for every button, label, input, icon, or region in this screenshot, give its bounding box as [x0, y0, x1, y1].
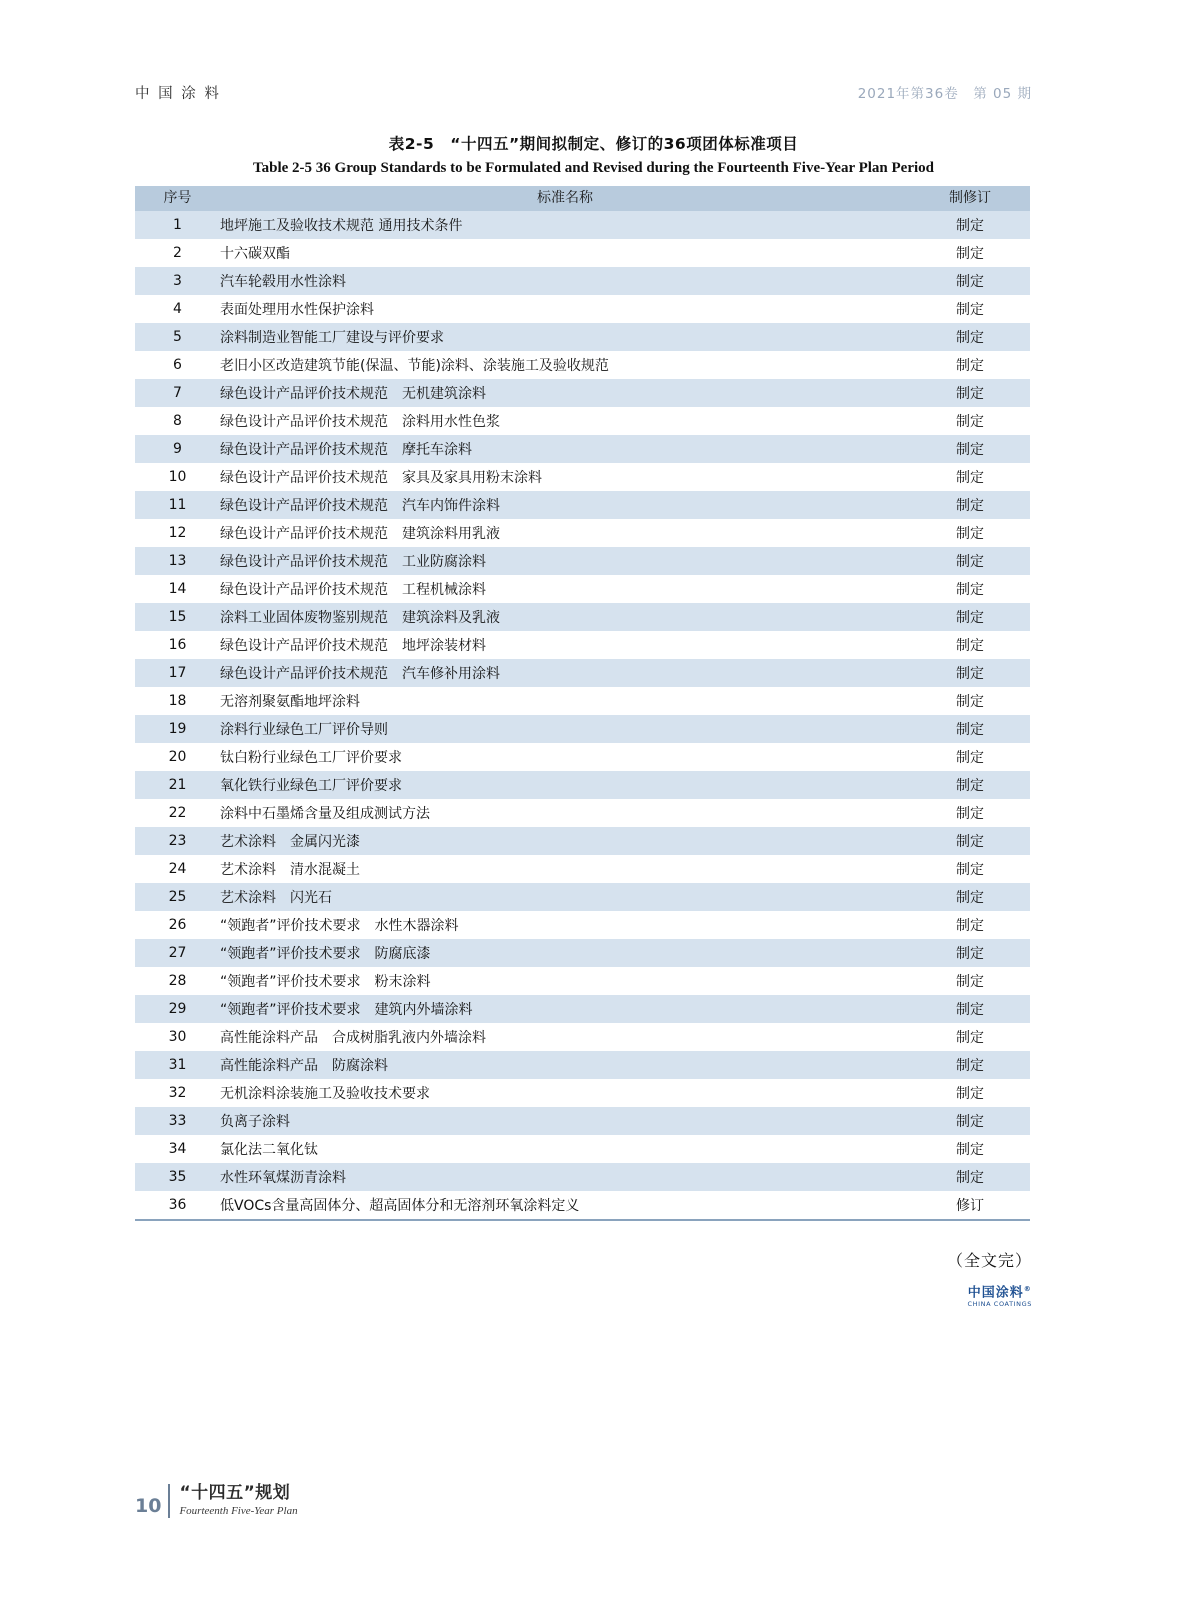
cell-revision-type: 制定	[910, 911, 1030, 939]
cell-standard-name: 水性环氧煤沥青涂料	[220, 1163, 910, 1191]
cell-revision-type: 制定	[910, 379, 1030, 407]
cell-standard-name: 绿色设计产品评价技术规范 家具及家具用粉末涂料	[220, 463, 910, 491]
cell-revision-type: 制定	[910, 967, 1030, 995]
cell-no: 24	[135, 855, 220, 883]
table-row	[135, 911, 1030, 939]
cell-revision-type: 制定	[910, 743, 1030, 771]
cell-no: 1	[135, 211, 220, 239]
cell-standard-name: 绿色设计产品评价技术规范 汽车修补用涂料	[220, 659, 910, 687]
cell-standard-name: 十六碳双酯	[220, 239, 910, 267]
cell-no: 15	[135, 603, 220, 631]
cell-revision-type: 制定	[910, 1107, 1030, 1135]
cell-revision-type: 制定	[910, 1079, 1030, 1107]
cell-no: 28	[135, 967, 220, 995]
cell-revision-type: 制定	[910, 827, 1030, 855]
table-body	[135, 211, 1030, 1219]
cell-revision-type: 制定	[910, 239, 1030, 267]
footer-title-cn: “十四五”规划	[179, 1483, 291, 1504]
cell-no: 32	[135, 1079, 220, 1107]
table-row	[135, 603, 1030, 631]
table-row	[135, 463, 1030, 491]
cell-standard-name: 涂料制造业智能工厂建设与评价要求	[220, 323, 910, 351]
table-row	[135, 1107, 1030, 1135]
cell-revision-type: 制定	[910, 715, 1030, 743]
column-header-revision-type: 制修订	[910, 186, 1030, 211]
table-row	[135, 967, 1030, 995]
cell-revision-type: 制定	[910, 407, 1030, 435]
cell-revision-type: 制定	[910, 799, 1030, 827]
brand-name-cn: 中国涂料®	[967, 1285, 1032, 1301]
issue-info: 2021年第36卷 第 05 期	[857, 86, 1032, 102]
cell-standard-name: “领跑者”评价技术要求 防腐底漆	[220, 939, 910, 967]
cell-standard-name: 绿色设计产品评价技术规范 无机建筑涂料	[220, 379, 910, 407]
cell-revision-type: 制定	[910, 267, 1030, 295]
cell-no: 16	[135, 631, 220, 659]
cell-standard-name: 表面处理用水性保护涂料	[220, 295, 910, 323]
cell-no: 19	[135, 715, 220, 743]
cell-no: 17	[135, 659, 220, 687]
cell-no: 21	[135, 771, 220, 799]
cell-revision-type: 制定	[910, 435, 1030, 463]
cell-no: 11	[135, 491, 220, 519]
cell-revision-type: 制定	[910, 575, 1030, 603]
cell-no: 34	[135, 1135, 220, 1163]
cell-revision-type: 制定	[910, 547, 1030, 575]
table-row	[135, 771, 1030, 799]
cell-standard-name: “领跑者”评价技术要求 建筑内外墙涂料	[220, 995, 910, 1023]
cell-revision-type: 制定	[910, 519, 1030, 547]
page-header	[135, 82, 1032, 103]
cell-no: 14	[135, 575, 220, 603]
table-row	[135, 855, 1030, 883]
cell-standard-name: 绿色设计产品评价技术规范 涂料用水性色浆	[220, 407, 910, 435]
cell-standard-name: 绿色设计产品评价技术规范 汽车内饰件涂料	[220, 491, 910, 519]
table-row	[135, 715, 1030, 743]
brand-name-en: CHINA COATINGS	[967, 1299, 1032, 1308]
cell-standard-name: 汽车轮毂用水性涂料	[220, 267, 910, 295]
cell-no: 29	[135, 995, 220, 1023]
cell-no: 23	[135, 827, 220, 855]
cell-revision-type: 制定	[910, 1135, 1030, 1163]
cell-standard-name: 绿色设计产品评价技术规范 摩托车涂料	[220, 435, 910, 463]
table-row	[135, 491, 1030, 519]
table-row	[135, 659, 1030, 687]
table-row	[135, 939, 1030, 967]
cell-standard-name: 高性能涂料产品 合成树脂乳液内外墙涂料	[220, 1023, 910, 1051]
cell-standard-name: 老旧小区改造建筑节能(保温、节能)涂料、涂装施工及验收规范	[220, 351, 910, 379]
table-row	[135, 1023, 1030, 1051]
cell-no: 35	[135, 1163, 220, 1191]
cell-revision-type: 制定	[910, 295, 1030, 323]
footer-title-en: Fourteenth Five-Year Plan	[179, 1504, 298, 1517]
cell-standard-name: 绿色设计产品评价技术规范 地坪涂装材料	[220, 631, 910, 659]
cell-no: 13	[135, 547, 220, 575]
table-row	[135, 295, 1030, 323]
cell-no: 18	[135, 687, 220, 715]
cell-revision-type: 制定	[910, 491, 1030, 519]
table-row	[135, 743, 1030, 771]
table-row	[135, 1163, 1030, 1191]
table-row	[135, 547, 1030, 575]
cell-revision-type: 制定	[910, 659, 1030, 687]
cell-revision-type: 制定	[910, 939, 1030, 967]
table-row	[135, 239, 1030, 267]
page-number: 10	[135, 1495, 162, 1517]
journal-name: 中 国 涂 料	[135, 86, 221, 102]
table-row	[135, 883, 1030, 911]
table-bottom-rule	[135, 1219, 1030, 1221]
table-row	[135, 995, 1030, 1023]
cell-standard-name: 氧化铁行业绿色工厂评价要求	[220, 771, 910, 799]
brand-logo	[967, 1286, 1032, 1308]
table-row	[135, 687, 1030, 715]
cell-standard-name: 氯化法二氧化钛	[220, 1135, 910, 1163]
cell-revision-type: 制定	[910, 771, 1030, 799]
cell-standard-name: 艺术涂料 金属闪光漆	[220, 827, 910, 855]
column-header-no: 序号	[135, 186, 220, 211]
cell-no: 5	[135, 323, 220, 351]
cell-standard-name: 涂料工业固体废物鉴别规范 建筑涂料及乳液	[220, 603, 910, 631]
column-header-standard-name: 标准名称	[220, 186, 910, 211]
table-row	[135, 211, 1030, 239]
cell-standard-name: 地坪施工及验收技术规范 通用技术条件	[220, 211, 910, 239]
table-row	[135, 1135, 1030, 1163]
table-row	[135, 267, 1030, 295]
table-header-row	[135, 186, 1030, 211]
cell-revision-type: 制定	[910, 463, 1030, 491]
cell-no: 12	[135, 519, 220, 547]
cell-standard-name: 艺术涂料 闪光石	[220, 883, 910, 911]
cell-standard-name: 钛白粉行业绿色工厂评价要求	[220, 743, 910, 771]
cell-revision-type: 制定	[910, 351, 1030, 379]
cell-revision-type: 制定	[910, 603, 1030, 631]
cell-no: 33	[135, 1107, 220, 1135]
cell-standard-name: 绿色设计产品评价技术规范 建筑涂料用乳液	[220, 519, 910, 547]
cell-revision-type: 制定	[910, 883, 1030, 911]
cell-no: 36	[135, 1191, 220, 1219]
table-row	[135, 827, 1030, 855]
cell-revision-type: 修订	[910, 1191, 1030, 1219]
cell-revision-type: 制定	[910, 211, 1030, 239]
cell-standard-name: 绿色设计产品评价技术规范 工业防腐涂料	[220, 547, 910, 575]
table-row	[135, 323, 1030, 351]
cell-no: 9	[135, 435, 220, 463]
cell-no: 27	[135, 939, 220, 967]
table-row	[135, 631, 1030, 659]
cell-standard-name: 涂料中石墨烯含量及组成测试方法	[220, 799, 910, 827]
standards-table-wrapper	[135, 186, 1030, 1221]
cell-revision-type: 制定	[910, 1163, 1030, 1191]
cell-standard-name: 低VOCs含量高固体分、超高固体分和无溶剂环氧涂料定义	[220, 1191, 910, 1219]
cell-standard-name: “领跑者”评价技术要求 粉末涂料	[220, 967, 910, 995]
table-row	[135, 1051, 1030, 1079]
table-row	[135, 407, 1030, 435]
cell-no: 6	[135, 351, 220, 379]
table-row	[135, 435, 1030, 463]
table-row	[135, 379, 1030, 407]
cell-revision-type: 制定	[910, 855, 1030, 883]
table-row	[135, 519, 1030, 547]
cell-standard-name: 无机涂料涂装施工及验收技术要求	[220, 1079, 910, 1107]
cell-standard-name: 高性能涂料产品 防腐涂料	[220, 1051, 910, 1079]
cell-standard-name: 负离子涂料	[220, 1107, 910, 1135]
cell-standard-name: 绿色设计产品评价技术规范 工程机械涂料	[220, 575, 910, 603]
page-footer	[135, 1484, 298, 1518]
cell-no: 10	[135, 463, 220, 491]
footer-divider	[168, 1484, 170, 1518]
cell-no: 26	[135, 911, 220, 939]
table-row	[135, 1191, 1030, 1219]
cell-revision-type: 制定	[910, 995, 1030, 1023]
cell-no: 4	[135, 295, 220, 323]
cell-no: 2	[135, 239, 220, 267]
standards-table	[135, 186, 1030, 1219]
cell-standard-name: 艺术涂料 清水混凝土	[220, 855, 910, 883]
cell-no: 30	[135, 1023, 220, 1051]
table-row	[135, 1079, 1030, 1107]
cell-no: 8	[135, 407, 220, 435]
end-of-text-note: （全文完）	[946, 1251, 1032, 1270]
cell-no: 31	[135, 1051, 220, 1079]
footer-text	[179, 1484, 297, 1518]
cell-standard-name: 涂料行业绿色工厂评价导则	[220, 715, 910, 743]
cell-standard-name: 无溶剂聚氨酯地坪涂料	[220, 687, 910, 715]
cell-revision-type: 制定	[910, 631, 1030, 659]
table-title-english: Table 2-5 36 Group Standards to be Formulated and Revised during the Fourteenth Five-Year Plan Period	[253, 160, 934, 176]
cell-standard-name: “领跑者”评价技术要求 水性木器涂料	[220, 911, 910, 939]
cell-no: 22	[135, 799, 220, 827]
cell-no: 20	[135, 743, 220, 771]
cell-no: 3	[135, 267, 220, 295]
table-title-chinese: 表2-5 “十四五”期间拟制定、修订的36项团体标准项目	[388, 135, 799, 153]
cell-no: 7	[135, 379, 220, 407]
cell-no: 25	[135, 883, 220, 911]
table-row	[135, 351, 1030, 379]
cell-revision-type: 制定	[910, 1023, 1030, 1051]
cell-revision-type: 制定	[910, 1051, 1030, 1079]
cell-revision-type: 制定	[910, 687, 1030, 715]
cell-revision-type: 制定	[910, 323, 1030, 351]
table-row	[135, 575, 1030, 603]
table-row	[135, 799, 1030, 827]
